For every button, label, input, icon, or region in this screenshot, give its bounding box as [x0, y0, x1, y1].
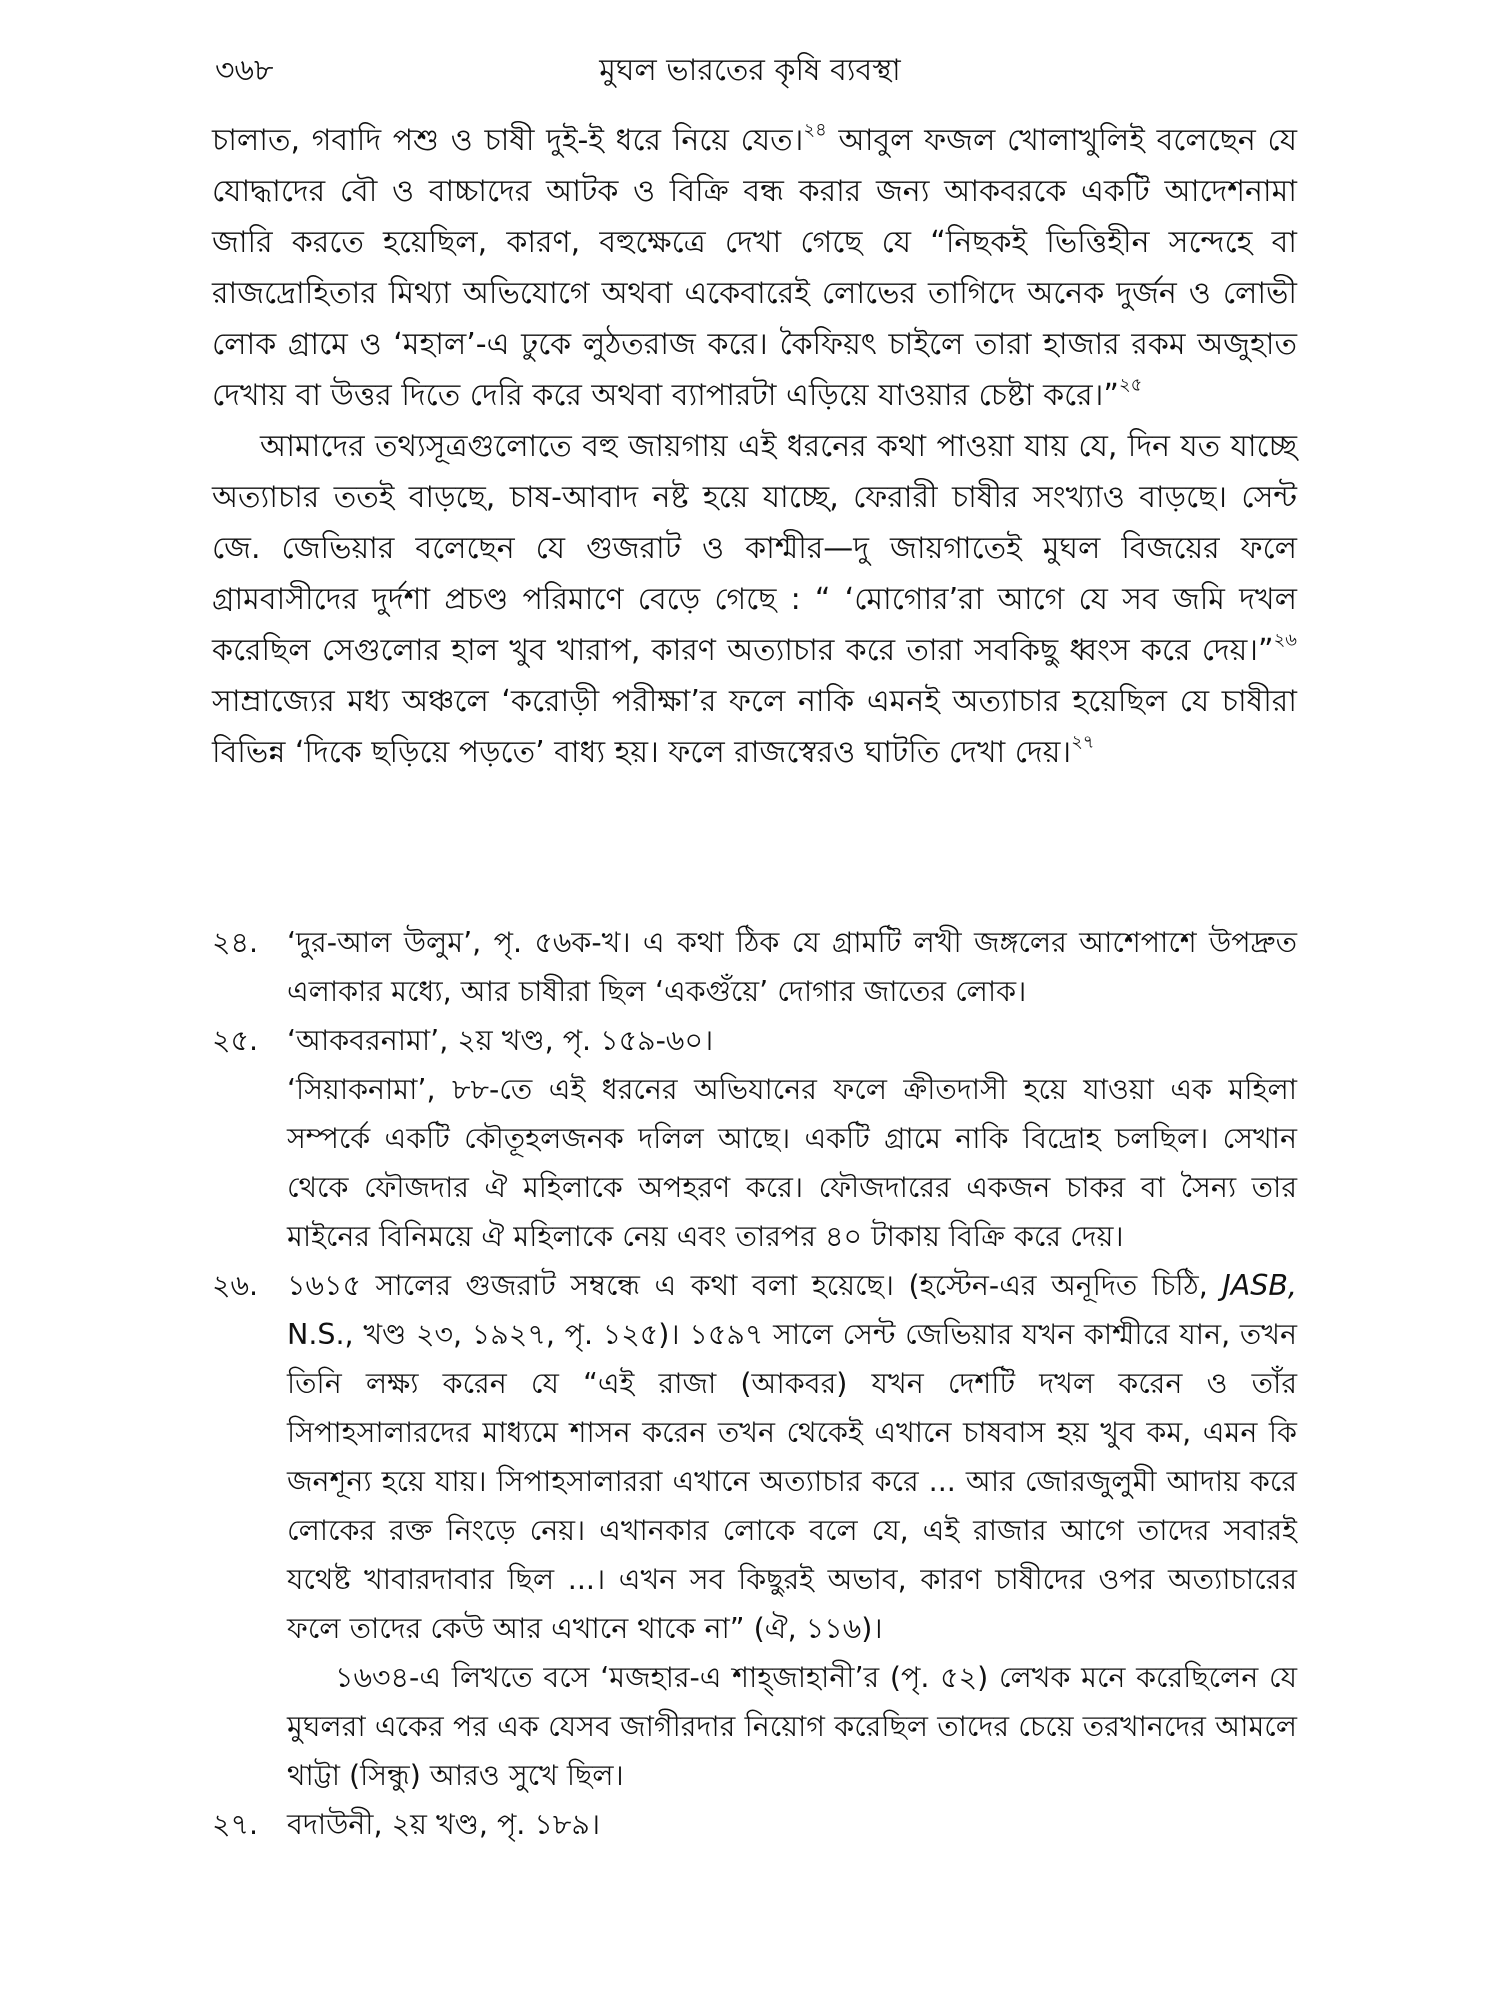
journal-abbreviation: JASB,	[1222, 1269, 1297, 1302]
footnotes	[212, 918, 1297, 1849]
footnote-text: ‘সিয়াকনামা’, ৮৮-তে এই ধরনের অভিযানের ফলে ক্রীতদাসী হয়ে যাওয়া এক মহিলা সম্পর্কে একটি কৌতূহলজনক দলিল আছে। একটি গ্রামে নাকি বিদ্রোহ চলছিল। সেখান থেকে ফৌজদার ঐ মহিলাকে অপহরণ করে। ফৌজদারের একজন চাকর বা সৈন্য তার মাইনের বিনিময়ে ঐ মহিলাকে নেয় এবং তারপর ৪০ টাকায় বিক্রি করে দেয়।	[287, 1073, 1297, 1253]
footnote-number: ২৭.	[212, 1808, 259, 1841]
page-number: ৩৬৮	[215, 53, 274, 88]
paragraph-text: চালাত, গবাদি পশু ও চাষী দুই-ই ধরে নিয়ে যেত।	[212, 123, 804, 158]
paragraph-1	[212, 115, 1297, 421]
footnote-26	[212, 1261, 1297, 1800]
footnote-text: বদাউনী, ২য় খণ্ড, পৃ. ১৮৯।	[287, 1808, 601, 1841]
paragraph-text: আমাদের তথ্যসূত্রগুলোতে বহু জায়গায় এই ধরনের কথা পাওয়া যায় যে, দিন যত যাচ্ছে অত্যাচার ততই বাড়ছে, চাষ-আবাদ নষ্ট হয়ে যাচ্ছে, ফেরারী চাষীর সংখ্যাও বাড়ছে। সেন্ট জে. জেভিয়ার বলেছেন যে গুজরাট ও কাশ্মীর—দু জায়গাতেই মুঘল বিজয়ের ফলে গ্রামবাসীদের দুর্দশা প্রচণ্ড পরিমাণে বেড়ে গেছে : “ ‘মোগোর’রা আগে যে সব জমি দখল করেছিল সেগুলোর হাল খুব খারাপ, কারণ অত্যাচার করে তারা সবকিছু ধ্বংস করে দেয়।”	[212, 429, 1297, 668]
footnote-text: ‘দুর-আল উলুম’, পৃ. ৫৬ক-খ। এ কথা ঠিক যে গ্রামটি লখী জঙ্গলের আশেপাশে উপদ্রুত এলাকার মধ্যে, আর চাষীরা ছিল ‘একগুঁয়ে’ দোগার জাতের লোক।	[287, 926, 1297, 1008]
footnote-number: ২৪.	[212, 926, 259, 959]
footnote-body	[287, 1016, 1297, 1261]
paragraph-2	[212, 421, 1297, 778]
footnote-text	[287, 1261, 1297, 1653]
footnote-text-part: N.S., খণ্ড ২৩, ১৯২৭, পৃ. ১২৫)। ১৫৯৭ সালে সেন্ট জেভিয়ার যখন কাশ্মীরে যান, তখন তিনি লক্ষ্য করেন যে “এই রাজা (আকবর) যখন দেশটি দখল করেন ও তাঁর সিপাহসালারদের মাধ্যমে শাসন করেন তখন থেকেই এখানে চাষবাস হয় খুব কম, এমন কি জনশূন্য হয়ে যায়। সিপাহসালাররা এখানে অত্যাচার করে ... আর জোরজুলুমী আদায় করে লোকের রক্ত নিংড়ে নেয়। এখানকার লোকে বলে যে, এই রাজার আগে তাদের সবারই যথেষ্ট খাবারদাবার ছিল ...। এখন সব কিছুরই অভাব, কারণ চাষীদের ওপর অত্যাচারের ফলে তাদের কেউ আর এখানে থাকে না” (ঐ, ১১৬)।	[287, 1318, 1297, 1645]
footnote-body	[287, 918, 1297, 1016]
footnote-text-part: ১৬১৫ সালের গুজরাট সম্বন্ধে এ কথা বলা হয়েছে। (হস্টেন-এর অনূদিত চিঠি,	[287, 1269, 1223, 1302]
footnote-ref-26: ২৬	[1273, 629, 1297, 651]
footnote-number: ২৬.	[212, 1269, 259, 1302]
footnote-body	[287, 1800, 1297, 1849]
footnote-body	[287, 1261, 1297, 1800]
footnote-25	[212, 1016, 1297, 1261]
footnote-number: ২৫.	[212, 1024, 259, 1057]
paragraph-text: আবুল ফজল খোলাখুলিই বলেছেন যে যোদ্ধাদের বৌ ও বাচ্চাদের আটক ও বিক্রি বন্ধ করার জন্য আকবরকে একটি আদেশনামা জারি করতে হয়েছিল, কারণ, বহুক্ষেত্রে দেখা গেছে যে “নিছকই ভিত্তিহীন সন্দেহে বা রাজদ্রোহিতার মিথ্যা অভিযোগে অথবা একেবারেই লোভের তাগিদে অনেক দুর্জন ও লোভী লোক গ্রামে ও ‘মহাল’-এ ঢুকে লুঠতরাজ করে। কৈফিয়ৎ চাইলে তারা হাজার রকম অজুহাত দেখায় বা উত্তর দিতে দেরি করে অথবা ব্যাপারটা এড়িয়ে যাওয়ার চেষ্টা করে।”	[212, 123, 1297, 413]
footnote-ref-25: ২৫	[1118, 374, 1143, 396]
footnote-27	[212, 1800, 1297, 1849]
paragraph-text: সাম্রাজ্যের মধ্য অঞ্চলে ‘করোড়ী পরীক্ষা’র ফলে নাকি এমনই অত্যাচার হয়েছিল যে চাষীরা বিভিন্ন ‘দিকে ছড়িয়ে পড়তে’ বাধ্য হয়। ফলে রাজস্বেরও ঘাটতি দেখা দেয়।	[212, 684, 1297, 770]
footnote-ref-24: ২৪	[803, 119, 827, 141]
footnote-text: ‘আকবরনামা’, ২য় খণ্ড, পৃ. ১৫৯-৬০।	[287, 1024, 714, 1057]
footnote-text: ১৬৩৪-এ লিখতে বসে ‘মজহার-এ শাহ্‌জাহানী’র (পৃ. ৫২) লেখক মনে করেছিলেন যে মুঘলরা একের পর এক যেসব জাগীরদার নিয়োগ করেছিল তাদের চেয়ে তরখানদের আমলে থাট্টা (সিন্ধু) আরও সুখে ছিল।	[287, 1661, 1297, 1792]
footnote-24	[212, 918, 1297, 1016]
page-header	[215, 46, 1285, 96]
footnote-ref-27: ২৭	[1071, 731, 1095, 753]
running-title: মুঘল ভারতের কৃষি ব্যবস্থা	[599, 53, 901, 88]
main-text	[212, 115, 1297, 778]
